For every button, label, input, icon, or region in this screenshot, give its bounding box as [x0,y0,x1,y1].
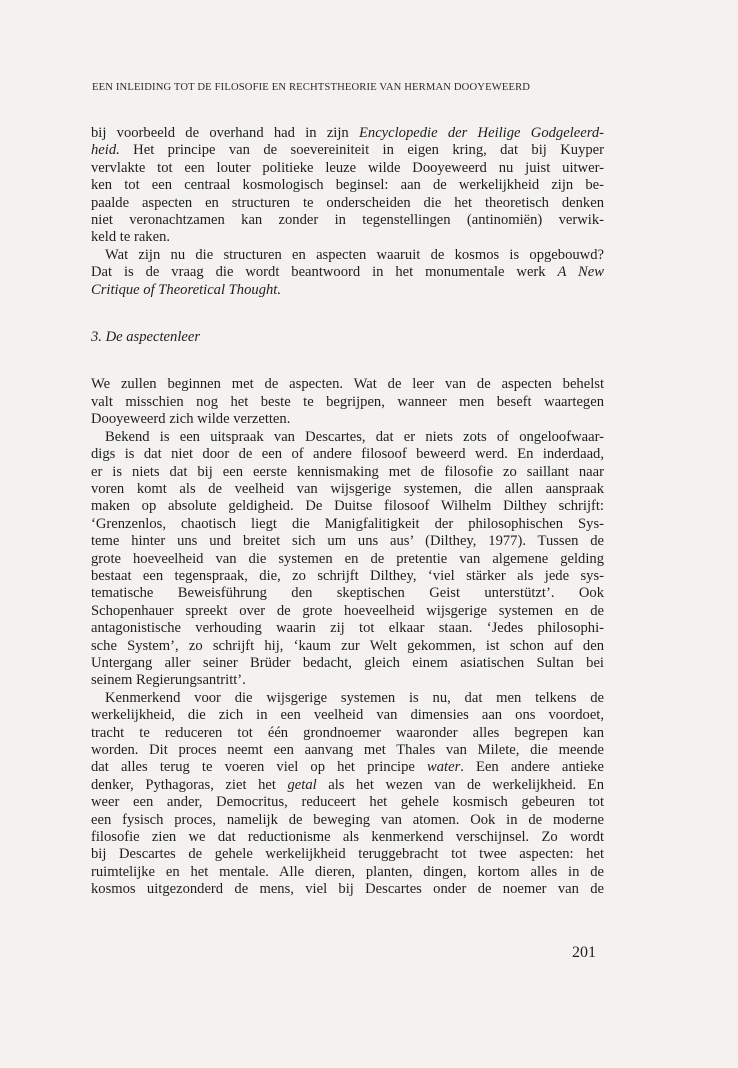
text-run: digs is dat niet door de een of andere filosoof beweerd werd. En inderdaad, [91,446,604,463]
body-text [91,125,604,899]
text-line [91,725,604,742]
text-line [91,282,604,299]
text-run: bij voorbeeld de overhand had in zijn [91,125,359,141]
text-run: . Een andere antieke [460,759,604,776]
text-run: We zullen beginnen met de aspecten. Wat de leer van de aspecten behelst [91,376,604,393]
text-run: Kenmerkend voor die wijsgerige systemen is nu, dat men telkens de [105,689,604,706]
text-run: werkelijkheid, die zich in een veelheid van dimensies aan ons voordoet, [91,707,604,724]
text-line [91,177,604,194]
text-run: Schopenhauer spreekt over de grote hoeveelheid wijsgerige systemen en de [91,602,604,619]
running-head: EEN INLEIDING TOT DE FILOSOFIE EN RECHTSTHEORIE VAN HERMAN DOOYEWEERD [92,82,531,93]
text-run: maken op absolute geldigheid. De Duitse filosoof Wilhelm Dilthey schrijft: [91,498,604,515]
text-run: weer een ander, Democritus, reduceert het gehele kosmisch gebeuren tot [91,794,604,811]
text-line [91,229,604,246]
text-run: ken tot een centraal kosmologisch beginsel: aan de werkelijkheid zijn be- [91,177,604,194]
text-line [91,247,604,264]
text-line [91,376,604,393]
text-run: er is niets dat bij een eerste kennismaking met de filosofie zo saillant naar [91,463,604,480]
text-line [91,672,604,689]
text-line [91,125,604,142]
text-run: als het wezen van de werkelijkheid. En [316,776,604,793]
italic-text: water [427,759,461,776]
text-run: filosofie zien we dat reductionisme als kenmerkend verschijnsel. Zo wordt [91,829,604,846]
text-line [91,846,604,863]
text-run: een fysisch proces, namelijk de beweging van atomen. Ook in de moderne [91,811,604,828]
text-run: bestaat een tegenspraak, die, zo schrijft Dilthey, ‘viel stärker als jede sys- [91,567,604,584]
text-line [91,195,604,212]
text-line [91,568,604,585]
text-run: antagonistische verhouding waarin zij tot elkaar staan. ‘Jedes philosophi- [91,620,604,637]
text-line [91,638,604,655]
paragraph [91,690,604,899]
paragraph [91,125,604,247]
text-line [91,881,604,898]
text-run: kosmos uitgezonderd de mens, viel bij Descartes onder de noemer van de [91,881,604,898]
text-run: Wat zijn nu die structuren en aspecten waaruit de kosmos is opgebouwd? [105,246,604,263]
italic-text: getal [287,776,317,793]
text-line [91,212,604,229]
text-run: Untergang aller seiner Brüder bedacht, gleich einem asiatischen Sultan bei [91,654,604,671]
text-line [91,551,604,568]
text-run: ruimtelijke en het mentale. Alle dieren, planten, dingen, kortom alles in de [91,863,604,880]
text-line [91,742,604,759]
paragraph [91,376,604,428]
text-line [91,160,604,177]
section-heading: 3. De aspectenleer [91,329,201,346]
text-line [91,812,604,829]
text-line [91,759,604,776]
text-run: denker, Pythagoras, ziet het [91,776,288,793]
text-line [91,498,604,515]
text-run: dat alles terug te voeren viel op het principe [91,759,428,776]
paragraphs-after-heading [91,376,604,898]
text-line [91,829,604,846]
text-run: valt misschien nog het beste te begrijpen, wanneer men beseft waartegen [91,393,604,410]
text-line [91,411,604,428]
text-run: Dooyeweerd zich wilde verzetten. [91,411,291,428]
text-line [91,446,604,463]
text-run: tematische Beweisführung den skeptischen Geist unterstützt’. Ook [91,585,604,602]
text-run: bij Descartes de gehele werkelijkheid teruggebracht tot twee aspecten: het [91,846,604,863]
text-line [91,533,604,550]
paragraph [91,247,604,299]
text-run: worden. Dit proces neemt een aanvang met Thales van Milete, die meende [91,742,604,758]
text-run: Bekend is een uitspraak van Descartes, dat er niets zots of ongeloofwaar- [105,428,604,445]
text-run: voren komt als de veelheid van wijsgerige systemen, die allen aanspraak [91,480,604,497]
page-number: 201 [572,944,596,961]
paragraph [91,429,604,690]
paragraphs-before-heading [91,125,604,299]
text-run: vervlakte tot een louter politieke leuze wilde Dooyeweerd nu juist uitwer- [91,159,604,176]
text-line [91,620,604,637]
text-line [91,516,604,533]
italic-text: Encyclopedie der Heilige Godgeleerd- [358,125,604,141]
text-line [91,864,604,881]
text-run: keld te raken. [91,229,171,246]
text-line [91,690,604,707]
text-line [91,464,604,481]
italic-text: A New [557,264,604,281]
text-line [91,264,604,281]
text-run: ‘Grenzenlos, chaotisch liegt die Manigfalitigkeit der philosophischen Sys- [91,515,604,532]
text-run: sche System’, zo schrijft hij, ‘kaum zur Welt gekommen, ist schon auf den [91,637,604,654]
italic-text: heid. [91,142,120,159]
text-line [91,429,604,446]
text-line [91,142,604,159]
text-line [91,481,604,498]
text-line [91,585,604,602]
text-line [91,777,604,794]
text-run: teme hinter uns und breitet sich um uns aus’ (Dilthey, 1977). Tussen de [91,533,604,550]
text-line [91,603,604,620]
text-run: paalde aspecten en structuren te onderscheiden die het theoretisch denken [91,194,604,211]
text-line [91,655,604,672]
text-run: seinem Regierungsantritt’. [91,672,246,689]
text-run: grote hoeveelheid van die systemen en de pretentie van algemene gelding [91,550,604,567]
text-run: Het principe van de soevereiniteit in eigen kring, dat bij Kuyper [119,142,604,159]
text-run: niet veronachtzamen kan zonder in tegenstellingen (antinomiën) verwik- [91,212,604,229]
text-line [91,707,604,724]
italic-text: Critique of Theoretical Thought. [91,281,281,298]
text-line [91,394,604,411]
text-run: tracht te reduceren tot één grondnoemer waaronder alles begrepen kan [91,724,604,741]
text-run: Dat is de vraag die wordt beantwoord in het monumentale werk [91,264,558,281]
text-line [91,794,604,811]
